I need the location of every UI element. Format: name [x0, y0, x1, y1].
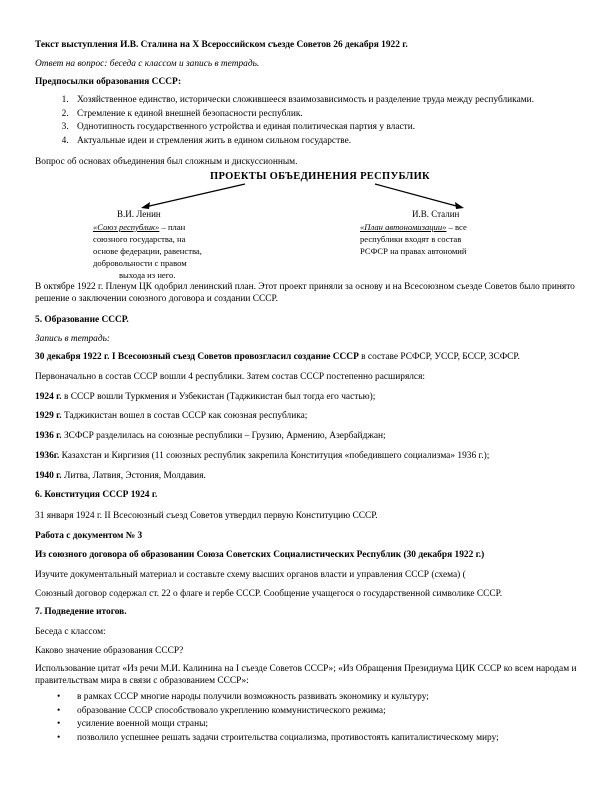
timeline-year: 1940 г. — [35, 471, 62, 481]
work-task: Изучите документальный материал и составьте схему высших органов власти и управления СССР (схема) ( — [35, 570, 466, 580]
timeline-year: 1929 г. — [35, 411, 62, 421]
diagram-title: ПРОЕКТЫ ОБЪЕДИНЕНИЯ РЕСПУБЛИК — [210, 171, 430, 182]
section7-quotes: Использование цитат «Из речи М.И. Калинина на I съезде Советов СССР»; «Из Обращения Президиума ЦИК СССР ко всем народам и правительствам мира в связи с образованием СССР»: — [35, 664, 577, 686]
right-arrow-head — [455, 202, 464, 209]
section5-heading: 5. Образование СССР. — [35, 315, 129, 325]
timeline-year: 1936г. — [35, 451, 60, 461]
left-plan-line: добровольности с правом — [93, 258, 187, 268]
timeline-item — [35, 411, 307, 422]
timeline-year: 1924 г. — [35, 392, 62, 402]
right-plan-line: республики входят в состав — [360, 234, 462, 244]
diagram-arrows — [75, 169, 545, 229]
left-arrow-head — [141, 202, 150, 209]
question-text: Вопрос об основах объединения был сложным и дискуссионным. — [35, 157, 298, 167]
left-plan-line: союзного государства, на — [93, 234, 186, 244]
timeline-item — [35, 451, 489, 462]
left-plan-block — [93, 221, 202, 281]
work-heading: Работа с документом № 3 — [35, 531, 143, 541]
list-item: • усиление военной мощи страны; — [71, 718, 611, 732]
answer-note — [35, 59, 259, 70]
right-plan-block — [360, 221, 467, 257]
right-arrow-line — [375, 184, 460, 207]
results-list — [35, 691, 611, 745]
work-document-title: Из союзного договора об образовании Союза Советских Социалистических Республик (30 декабря 1922 г.) — [35, 550, 485, 560]
work-flag-note: Союзный договор содержал ст. 22 о флаге и гербе СССР. Сообщение учащегося о государственной символике СССР. — [35, 589, 503, 599]
section5-note: Запись в тетрадь: — [35, 334, 110, 344]
timeline-item — [35, 392, 375, 403]
section7-question: Каково значение образования СССР? — [35, 646, 184, 656]
list-item: • в рамках СССР многие народы получили возможность развивать экономику и культуру; — [71, 691, 611, 705]
answer-note-text: Ответ на вопрос: беседа с классом и запись в тетрадь. — [35, 59, 260, 69]
section6-heading: 6. Конституция СССР 1924 г. — [35, 490, 158, 500]
section7-talk: Беседа с классом: — [35, 627, 106, 637]
timeline-year: 1936 г. — [35, 431, 62, 441]
right-plan-desc: – все — [446, 222, 467, 232]
timeline-text: Литва, Латвия, Эстония, Молдавия. — [61, 471, 206, 481]
prereq-list — [35, 94, 611, 148]
timeline-text: в СССР вошли Туркмения и Узбекистан (Таджикистан был тогда его частью); — [61, 392, 376, 402]
left-plan-line — [93, 221, 202, 233]
section5-initial: Первоначально в состав СССР вошли 4 республики. Затем состав СССР постепенно расширялся: — [35, 372, 426, 382]
prereq-heading: Предпосылки образования СССР: — [35, 77, 182, 87]
left-plan-desc: – план — [159, 222, 186, 232]
section5-declaration — [35, 352, 520, 363]
list-item: 3. Однотипность государственного устройства и единая политическая партия у власти. — [71, 121, 611, 135]
list-item: 2. Стремление к единой внешней безопасности республик. — [71, 108, 611, 122]
october-paragraph: В октябре 1922 г. Пленум ЦК одобрил ленинский план. Этот проект приняли за основу и на Всесоюзном съезде Советов было принято решение о заключении союзного договора и создании СССР. — [35, 282, 575, 304]
right-plan-line — [360, 221, 467, 233]
doc-title: Текст выступления И.В. Сталина на X Всероссийском съезде Советов 26 декабря 1922 г. — [35, 40, 408, 50]
left-name: В.И. Ленин — [117, 209, 161, 219]
list-item: 4. Актуальные идеи и стремления жить в едином сильном государстве. — [71, 135, 611, 149]
projects-diagram — [75, 169, 545, 284]
timeline-text: Таджикистан вошел в состав СССР как союзная республика; — [61, 411, 308, 421]
list-item: • образование СССР способствовало укреплению коммунистического режима; — [71, 705, 611, 719]
left-plan-line: основе федерации, равенства, — [93, 246, 202, 256]
left-arrow-line — [145, 184, 245, 207]
list-item: 1. Хозяйственное единство, исторически сложившееся взаимозависимость и разделение труда между республиками. — [71, 94, 611, 108]
timeline-item — [35, 431, 386, 442]
list-item: • позволило успешнее решать задачи строительства социализма, противостоять капиталистическому миру; — [71, 732, 611, 746]
right-plan-line: РСФСР на правах автономий — [360, 246, 467, 256]
right-plan-title: «План автономизации» — [360, 222, 447, 232]
declaration-rest: в составе РСФСР, УССР, БССР, ЗСФСР. — [358, 352, 520, 362]
timeline-text: Казахстан и Киргизия (11 союзных республик закрепила Конституция «победившего социализма» 1936 г.); — [59, 451, 490, 461]
timeline-item — [35, 471, 206, 482]
right-name: И.В. Сталин — [412, 209, 460, 219]
section7-heading: 7. Подведение итогов. — [35, 607, 127, 617]
section6-text: 31 января 1924 г. II Всесоюзный съезд Советов утвердил первую Конституцию СССР. — [35, 511, 378, 521]
left-plan-title: «Союз республик» — [93, 222, 160, 232]
declaration-bold: 30 декабря 1922 г. I Всесоюзный съезд Советов провозгласил создание СССР — [35, 352, 359, 362]
left-plan-line: выхода из него. — [119, 270, 176, 280]
timeline-text: ЗСФСР разделилась на союзные республики – Грузию, Армению, Азербайджан; — [61, 431, 386, 441]
